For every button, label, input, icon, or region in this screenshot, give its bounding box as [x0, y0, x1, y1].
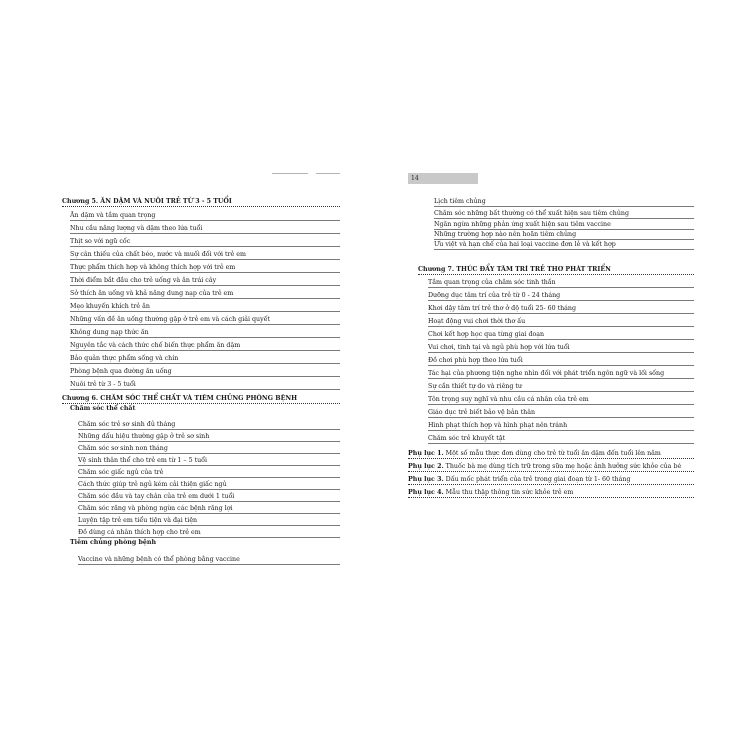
- toc-entry: Phòng bệnh qua đường ăn uống: [70, 368, 340, 377]
- toc-entry: Sự cần thiết tự do và riêng tư: [428, 383, 694, 392]
- appendix-text: Mẫu thu thập thông tin sức khỏe trẻ em: [445, 489, 574, 496]
- appendix-text: Thuốc bà mẹ dùng tích trữ trong sữa mẹ hoặc ảnh hưởng sức khỏe của bé: [445, 463, 682, 470]
- appendix-text: Một số mẫu thực đơn dùng cho trẻ từ tuổi ăn dặm đến tuổi lên năm: [445, 450, 661, 457]
- toc-entry: Giáo dục trẻ biết bảo vệ bản thân: [428, 409, 694, 418]
- toc-entry: Sự cân thiếu của chất béo, nước và muối đối với trẻ em: [70, 251, 340, 260]
- toc-entry: Chơi kết hợp học qua từng giai đoạn: [428, 331, 694, 340]
- toc-entry: Ưu việt và hạn chế của hai loại vaccine đơn lẻ và kết hợp: [434, 241, 694, 250]
- toc-entry: Bảo quản thực phẩm sống và chín: [70, 355, 340, 364]
- toc-entry: Tôn trọng suy nghĩ và nhu cầu cá nhân của trẻ em: [428, 396, 694, 405]
- toc-entry: Cách thức giúp trẻ ngủ kém cải thiện giấc ngủ: [78, 481, 340, 490]
- appendix-entry: [408, 476, 694, 485]
- chapter-5-heading: Chương 5. ĂN DẶM VÀ NUÔI TRẺ TỪ 3 - 5 TUỔI: [62, 198, 340, 207]
- toc-entry: Những trường hợp nào nên hoãn tiêm chủng: [434, 231, 694, 240]
- section-heading: Tiêm chủng phòng bệnh: [70, 539, 157, 546]
- toc-entry: Chăm sóc răng và phòng ngừa các bệnh răng lợi: [78, 505, 340, 514]
- toc-entry: Vệ sinh thân thể cho trẻ em từ 1 – 5 tuổi: [78, 457, 340, 466]
- chapter-6-heading: Chương 6. CHĂM SÓC THỂ CHẤT VÀ TIÊM CHỦNG PHÒNG BỆNH: [62, 395, 340, 404]
- appendix-entry: [408, 489, 694, 498]
- toc-entry: Tầm quan trọng của chăm sóc tinh thần: [428, 279, 694, 288]
- appendix-text: Dấu mốc phát triển của trẻ trong giai đoạn từ 1- 60 tháng: [445, 476, 631, 483]
- chapter-7-heading: Chương 7. THÚC ĐẨY TÂM TRÍ TRẺ THƠ PHÁT TRIỂN: [418, 266, 694, 275]
- toc-entry: Nhu cầu năng lượng và dặm theo lứa tuổi: [70, 225, 340, 234]
- appendix-label: Phụ lục 1.: [408, 450, 444, 457]
- toc-entry: Nguyên tắc và cách thức chế biến thực phẩm ăn dặm: [70, 342, 340, 351]
- toc-right-page: [408, 165, 694, 565]
- toc-entry: Thực phẩm thích hợp và không thích hợp với trẻ em: [70, 264, 340, 273]
- toc-entry: Chăm sóc trẻ sơ sinh đủ tháng: [78, 421, 340, 430]
- appendix-label: Phụ lục 3.: [408, 476, 444, 483]
- toc-entry: Sở thích ăn uống và khả năng dung nạp của trẻ em: [70, 290, 340, 299]
- toc-entry: Chăm sóc đầu và tay chân của trẻ em dưới 1 tuổi: [78, 493, 340, 502]
- toc-entry: Đồ chơi phù hợp theo lứa tuổi: [428, 357, 694, 366]
- toc-entry: Chăm sóc giấc ngủ của trẻ: [78, 469, 340, 478]
- toc-entry: Ăn dặm và tầm quan trọng: [70, 212, 340, 221]
- toc-entry: Khơi dậy tâm trí trẻ thơ ở độ tuổi 25- 60 tháng: [428, 305, 694, 314]
- appendix-label: Phụ lục 2.: [408, 463, 444, 470]
- toc-entry: Dưỡng dục tâm trí của trẻ từ 0 - 24 tháng: [428, 292, 694, 301]
- toc-entry: Ngăn ngừa những phản ứng xuất hiện sau tiêm vaccine: [434, 221, 694, 230]
- toc-entry: Thịt so với ngũ cốc: [70, 238, 340, 247]
- toc-entry: Vaccine và những bệnh có thể phòng bằng vaccine: [78, 556, 340, 565]
- toc-entry: Đồ dùng cá nhân thích hợp cho trẻ em: [78, 529, 340, 538]
- toc-entry: Tác hại của phương tiện nghe nhìn đối với phát triển ngôn ngữ và lối sống: [428, 370, 694, 379]
- appendix-entry: [408, 450, 694, 459]
- toc-entry: Những vấn đề ăn uống thường gặp ở trẻ em và cách giải quyết: [70, 316, 340, 325]
- toc-left-page: [62, 165, 340, 565]
- toc-entry: Hoạt động vui chơi thời thơ ấu: [428, 318, 694, 327]
- toc-entry: Vui chơi, tinh tại và ngủ phù hợp với lứa tuổi: [428, 344, 694, 353]
- toc-entry: Hình phạt thích hợp và hình phạt nên tránh: [428, 422, 694, 431]
- toc-entry: Thời điểm bắt đầu cho trẻ uống và ăn trái cây: [70, 277, 340, 286]
- toc-entry: Chăm sóc sơ sinh non tháng: [78, 445, 340, 454]
- toc-entry: Mẹo khuyến khích trẻ ăn: [70, 303, 340, 312]
- toc-entry: Chăm sóc trẻ khuyết tật: [428, 435, 694, 444]
- toc-entry: Chăm sóc những bất thường có thể xuất hiện sau tiêm chủng: [434, 210, 694, 219]
- toc-entry: Không dung nạp thức ăn: [70, 329, 340, 338]
- appendix-entry: [408, 463, 694, 472]
- toc-entry: Luyện tập trẻ em tiểu tiện và đại tiện: [78, 517, 340, 526]
- page-number: 14: [408, 173, 478, 184]
- toc-entry: Lịch tiêm chủng: [434, 198, 694, 207]
- toc-entry: Nuôi trẻ từ 3 - 5 tuổi: [70, 381, 340, 390]
- appendix-label: Phụ lục 4.: [408, 489, 444, 496]
- toc-entry: Những dấu hiệu thường gặp ở trẻ sơ sinh: [78, 433, 340, 442]
- section-heading: Chăm sóc thể chất: [70, 405, 136, 412]
